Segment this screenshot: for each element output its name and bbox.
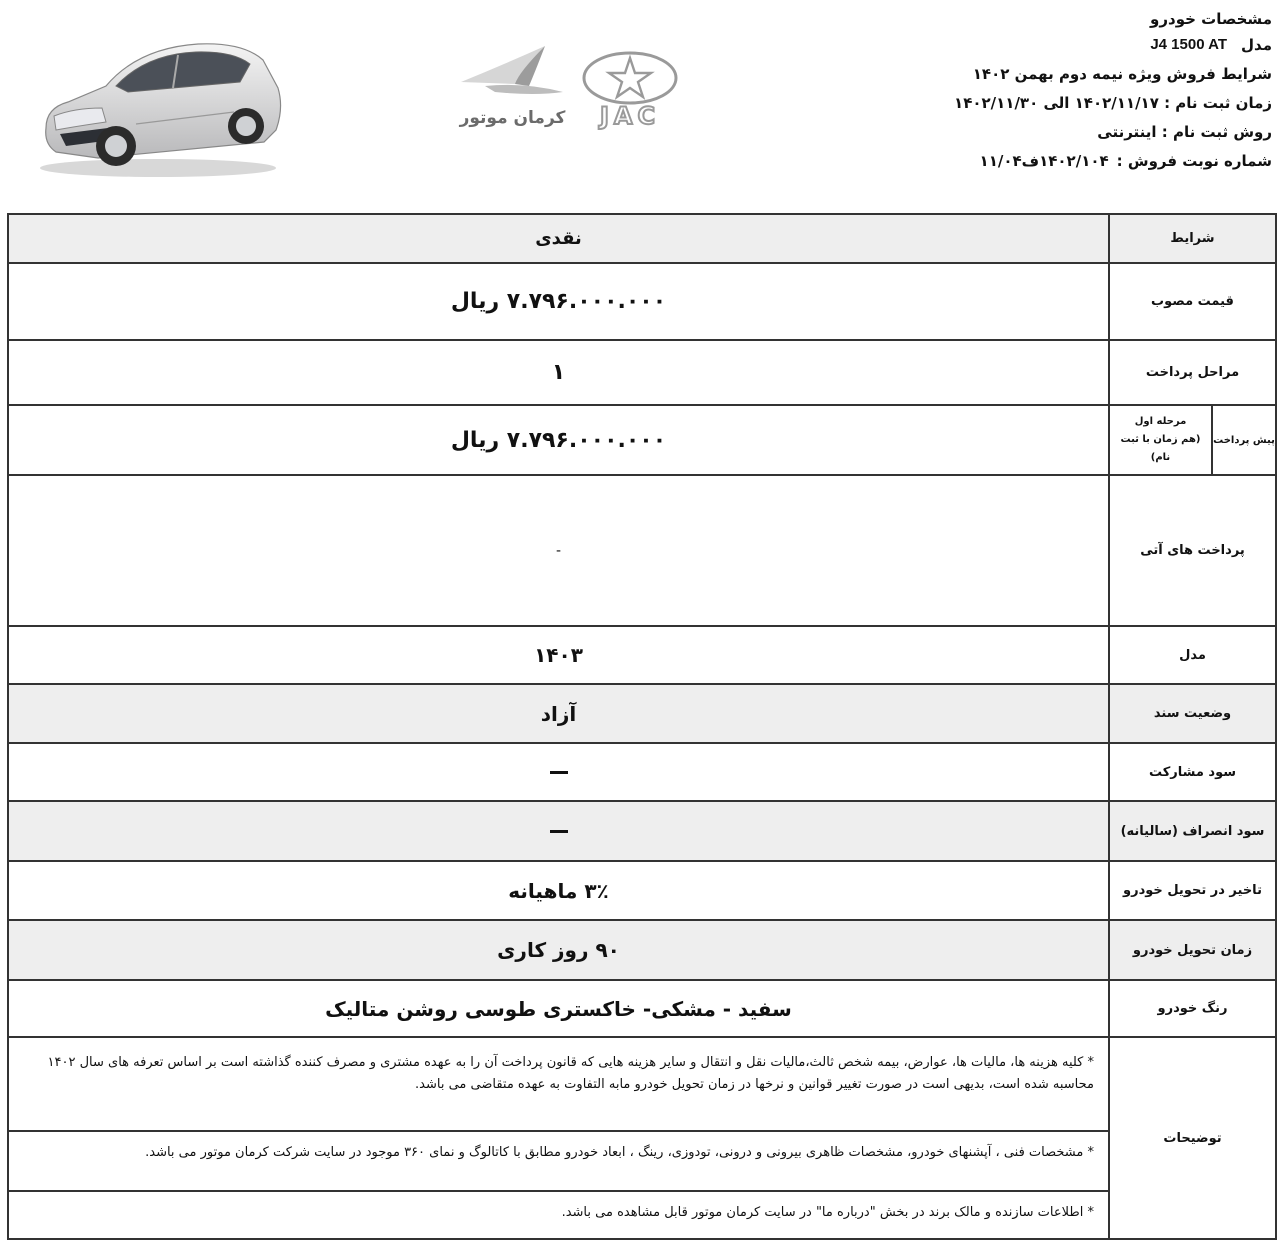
- approved-price-label: قیمت مصوب: [1109, 263, 1276, 340]
- kerman-motor-mark-icon: [455, 42, 570, 102]
- sale-round-line: [952, 146, 1272, 175]
- future-payments-label: پرداخت های آتی: [1109, 475, 1276, 626]
- header-title: مشخصات خودرو: [1150, 10, 1272, 28]
- note-item: * اطلاعات سازنده و مالک برند در بخش "درباره ما" در سایت کرمان موتور قابل مشاهده می باشد.: [561, 1205, 1094, 1220]
- payment-stages-value: ۱: [8, 340, 1109, 405]
- participation-profit-label: سود مشارکت: [1109, 743, 1276, 801]
- first-stage-cell: [1110, 406, 1211, 474]
- approved-price-value: ۷.۷۹۶.۰۰۰.۰۰۰ ریال: [8, 263, 1109, 340]
- dash-mark: [550, 771, 568, 774]
- delivery-delay-label: تاخیر در تحویل خودرو: [1109, 861, 1276, 920]
- car-image: [28, 30, 288, 180]
- color-value: سفید - مشکی- خاکستری طوسی روشن متالیک: [8, 980, 1109, 1037]
- table-row: [8, 1037, 1276, 1239]
- table-row: [8, 861, 1276, 920]
- conditions-value: نقدی: [8, 214, 1109, 263]
- table-row: [8, 980, 1276, 1037]
- sale-conditions: شرایط فروش ویژه نیمه دوم بهمن ۱۴۰۲: [972, 64, 1272, 83]
- note-item: * کلیه هزینه ها، مالیات ها، عوارض، بیمه شخص ثالث،مالیات نقل و انتقال و سایر هزینه هایی که قانون پرداخت آن را به عهده مشتری و مصرف کننده گذاشته است بر اساس تعرفه های سال ۱۴۰۲ محاسبه شده است، بدیهی است در صورت تغییر قوانین و نرخها در زمان تحویل خودرو مابه التفاوت به عهده متقاضی می باشد.: [9, 1042, 1108, 1132]
- notes-cell: [8, 1037, 1109, 1239]
- sale-round-value: ۱۴۰۲/۱۰۴ف۱۱/۰۴: [979, 151, 1109, 170]
- delivery-delay-value: ۳٪ ماهیانه: [8, 861, 1109, 920]
- registration-method: روش ثبت نام : اینترنتی: [1097, 122, 1272, 141]
- notes-label: توضیحات: [1109, 1037, 1276, 1239]
- table-row: [8, 405, 1276, 475]
- delivery-time-label: زمان تحویل خودرو: [1109, 920, 1276, 980]
- table-row: [8, 626, 1276, 684]
- header-model-value: J4 1500 AT: [1150, 35, 1228, 53]
- prepayment-value: ۷.۷۹۶.۰۰۰.۰۰۰ ریال: [8, 405, 1109, 475]
- header-model-line: [952, 30, 1272, 59]
- registration-time: زمان ثبت نام : ۱۴۰۲/۱۱/۱۷ الی ۱۴۰۲/۱۱/۳۰: [954, 93, 1272, 112]
- table-row: [8, 801, 1276, 861]
- table-row: [8, 684, 1276, 743]
- document-status-value: آزاد: [8, 684, 1109, 743]
- header-info: [952, 8, 1272, 175]
- table-row: [8, 475, 1276, 626]
- prepayment-label: پیش پرداخت: [1211, 406, 1275, 474]
- model-year-value: ۱۴۰۳: [8, 626, 1109, 684]
- cancellation-profit-value: [8, 801, 1109, 861]
- conditions-label: شرایط: [1109, 214, 1276, 263]
- future-payments-value: -: [8, 475, 1109, 626]
- document-status-label: وضعیت سند: [1109, 684, 1276, 743]
- dash-mark: [550, 830, 568, 833]
- kerman-motor-logo: [455, 42, 570, 132]
- table-row: [8, 340, 1276, 405]
- header-model-label: مدل: [1241, 35, 1272, 54]
- first-stage-note: (هم زمان با ثبت نام): [1120, 434, 1201, 463]
- kerman-motor-logo-text: کرمان موتور: [459, 108, 566, 128]
- color-label: رنگ خودرو: [1109, 980, 1276, 1037]
- table-row: [8, 743, 1276, 801]
- table-row: [8, 214, 1276, 263]
- note-item: * مشخصات فنی ، آپشنهای خودرو، مشخصات ظاهری بیرونی و درونی، تودوزی، رینگ ، ابعاد خودرو مطابق با کاتالوگ و نمای ۳۶۰ موجود در سایت شرکت کرمان موتور می باشد.: [9, 1132, 1108, 1192]
- table-row: [8, 920, 1276, 980]
- model-year-label: مدل: [1109, 626, 1276, 684]
- jac-logo-text: JAC: [599, 102, 661, 130]
- jac-logo: [580, 50, 680, 130]
- page-header: [0, 0, 1280, 212]
- table-row: [8, 263, 1276, 340]
- participation-profit-value: [8, 743, 1109, 801]
- cancellation-profit-label: سود انصراف (سالیانه): [1109, 801, 1276, 861]
- delivery-time-value: ۹۰ روز کاری: [8, 920, 1109, 980]
- prepayment-label-cell: [1109, 405, 1276, 475]
- spec-table: [7, 213, 1277, 1240]
- payment-stages-label: مراحل پرداخت: [1109, 340, 1276, 405]
- sale-round-label: شماره نوبت فروش :: [1116, 151, 1272, 170]
- first-stage-label: مرحله اول: [1134, 416, 1187, 427]
